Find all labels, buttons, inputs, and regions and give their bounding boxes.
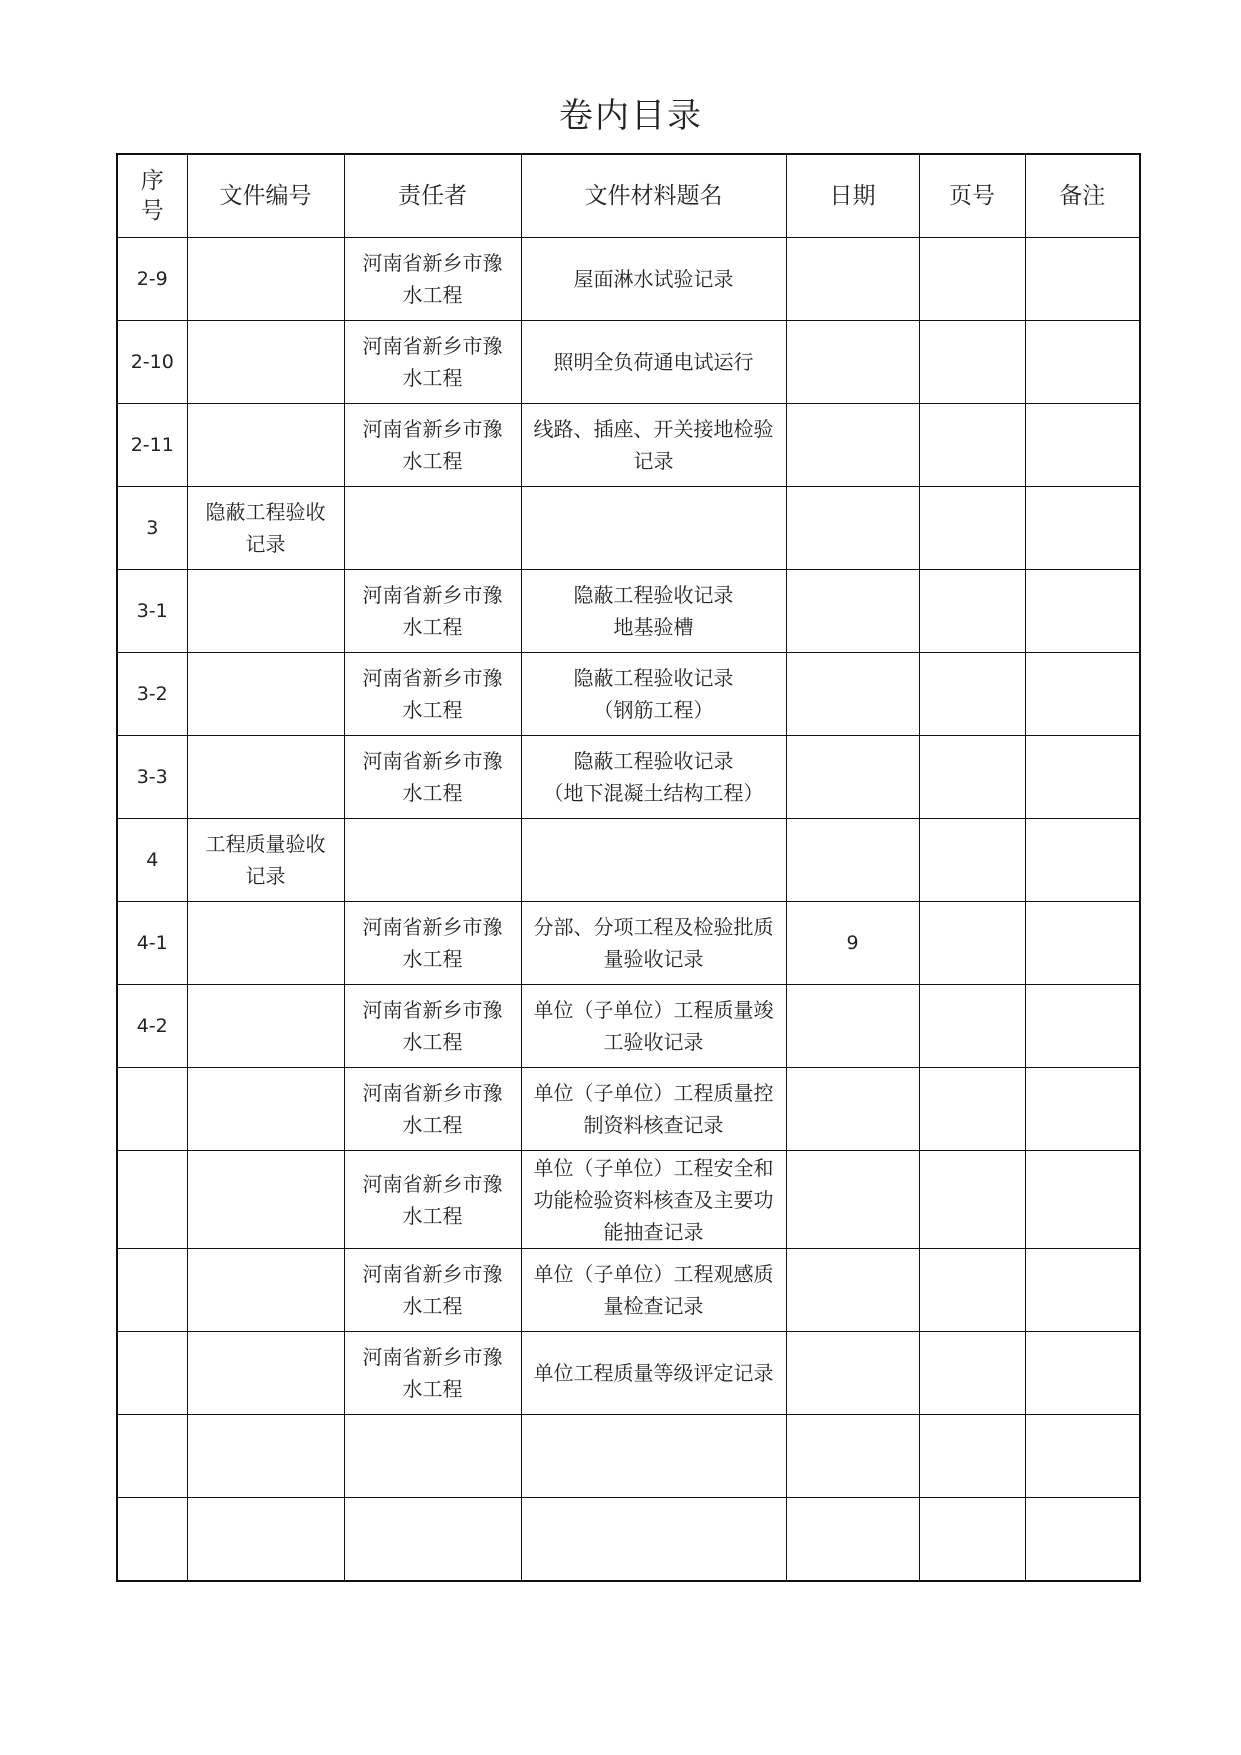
cell-title [521,1415,786,1498]
cell-author [344,819,521,902]
table-row [117,1068,1140,1151]
table-row [117,1249,1140,1332]
cell-page [919,1068,1025,1151]
cell-date [786,1151,919,1249]
cell-file-no [187,321,344,404]
table-row [117,404,1140,487]
cell-author: 河南省新乡市豫水工程 [344,985,521,1068]
cell-page [919,570,1025,653]
cell-title [521,819,786,902]
cell-date [786,1068,919,1151]
table-row [117,570,1140,653]
table-row [117,985,1140,1068]
cell-page [919,1332,1025,1415]
cell-file-no [187,902,344,985]
cell-remark [1025,570,1140,653]
cell-file-no [187,404,344,487]
cell-date [786,1498,919,1581]
cell-page [919,902,1025,985]
cell-remark [1025,238,1140,321]
cell-seq: 3-3 [117,736,187,819]
cell-title: 隐蔽工程验收记录 （钢筋工程） [521,653,786,736]
cell-remark [1025,1498,1140,1581]
table-row [117,653,1140,736]
cell-author: 河南省新乡市豫水工程 [344,736,521,819]
cell-page [919,985,1025,1068]
cell-seq: 3 [117,487,187,570]
cell-author: 河南省新乡市豫水工程 [344,653,521,736]
table-row [117,487,1140,570]
header-date: 日期 [786,154,919,238]
cell-remark [1025,1415,1140,1498]
table-row [117,321,1140,404]
cell-seq: 3-1 [117,570,187,653]
cell-author [344,487,521,570]
cell-remark [1025,985,1140,1068]
cell-author: 河南省新乡市豫水工程 [344,1151,521,1249]
cell-title: 照明全负荷通电试运行 [521,321,786,404]
cell-seq: 3-2 [117,653,187,736]
cell-title: 屋面淋水试验记录 [521,238,786,321]
cell-seq: 4-2 [117,985,187,1068]
cell-page [919,404,1025,487]
cell-seq [117,1332,187,1415]
cell-date: 9 [786,902,919,985]
cell-author: 河南省新乡市豫水工程 [344,902,521,985]
cell-remark [1025,487,1140,570]
cell-title: 单位（子单位）工程质量控制资料核查记录 [521,1068,786,1151]
cell-page [919,653,1025,736]
cell-date [786,404,919,487]
cell-page [919,238,1025,321]
cell-file-no [187,653,344,736]
table-row [117,1332,1140,1415]
table-row [117,1151,1140,1249]
cell-date [786,1332,919,1415]
cell-date [786,1415,919,1498]
cell-date [786,238,919,321]
cell-remark [1025,902,1140,985]
cell-date [786,321,919,404]
cell-page [919,321,1025,404]
cell-file-no [187,1068,344,1151]
cell-date [786,1249,919,1332]
cell-page [919,736,1025,819]
cell-seq: 4 [117,819,187,902]
cell-seq [117,1249,187,1332]
cell-remark [1025,1249,1140,1332]
cell-author: 河南省新乡市豫水工程 [344,570,521,653]
cell-seq [117,1151,187,1249]
cell-file-no [187,1249,344,1332]
cell-date [786,985,919,1068]
cell-date [786,653,919,736]
cell-page [919,1498,1025,1581]
cell-page [919,819,1025,902]
cell-remark [1025,321,1140,404]
cell-seq: 2-11 [117,404,187,487]
cell-date [786,736,919,819]
cell-remark [1025,1068,1140,1151]
cell-page [919,1151,1025,1249]
cell-file-no [187,570,344,653]
cell-seq [117,1068,187,1151]
cell-remark [1025,653,1140,736]
cell-title: 单位（子单位）工程安全和功能检验资料核查及主要功能抽查记录 [521,1151,786,1249]
cell-remark [1025,404,1140,487]
cell-title: 隐蔽工程验收记录 （地下混凝土结构工程） [521,736,786,819]
cell-file-no [187,238,344,321]
cell-title: 单位（子单位）工程质量竣工验收记录 [521,985,786,1068]
cell-author: 河南省新乡市豫水工程 [344,404,521,487]
cell-seq: 2-10 [117,321,187,404]
cell-author: 河南省新乡市豫水工程 [344,321,521,404]
cell-remark [1025,819,1140,902]
cell-author: 河南省新乡市豫水工程 [344,1068,521,1151]
table-row [117,1415,1140,1498]
cell-file-no: 工程质量验收记录 [187,819,344,902]
cell-remark [1025,1332,1140,1415]
table-row [117,902,1140,985]
cell-date [786,819,919,902]
cell-title: 分部、分项工程及检验批质量验收记录 [521,902,786,985]
cell-seq: 2-9 [117,238,187,321]
header-file-no: 文件编号 [187,154,344,238]
cell-file-no [187,1415,344,1498]
cell-seq [117,1498,187,1581]
page-title: 卷内目录 [559,96,703,136]
cell-remark [1025,1151,1140,1249]
cell-file-no: 隐蔽工程验收记录 [187,487,344,570]
cell-author [344,1498,521,1581]
cell-seq: 4-1 [117,902,187,985]
header-author: 责任者 [344,154,521,238]
cell-remark [1025,736,1140,819]
header-page: 页号 [919,154,1025,238]
cell-author [344,1415,521,1498]
cell-title: 单位（子单位）工程观感质量检查记录 [521,1249,786,1332]
cell-date [786,487,919,570]
cell-title [521,487,786,570]
cell-title: 隐蔽工程验收记录 地基验槽 [521,570,786,653]
cell-file-no [187,1151,344,1249]
header-seq: 序号 [117,154,187,238]
table-row [117,238,1140,321]
header-row [117,154,1140,238]
cell-page [919,1249,1025,1332]
cell-file-no [187,1332,344,1415]
header-remark: 备注 [1025,154,1140,238]
table-row [117,736,1140,819]
table-row [117,1498,1140,1581]
cell-page [919,487,1025,570]
cell-author: 河南省新乡市豫水工程 [344,1332,521,1415]
cell-author: 河南省新乡市豫水工程 [344,1249,521,1332]
cell-author: 河南省新乡市豫水工程 [344,238,521,321]
header-title: 文件材料题名 [521,154,786,238]
cell-title: 单位工程质量等级评定记录 [521,1332,786,1415]
cell-file-no [187,985,344,1068]
cell-file-no [187,736,344,819]
cell-file-no [187,1498,344,1581]
cell-title [521,1498,786,1581]
table-row [117,819,1140,902]
cell-date [786,570,919,653]
cell-seq [117,1415,187,1498]
catalog-table [116,153,1141,1582]
cell-title: 线路、插座、开关接地检验记录 [521,404,786,487]
cell-page [919,1415,1025,1498]
